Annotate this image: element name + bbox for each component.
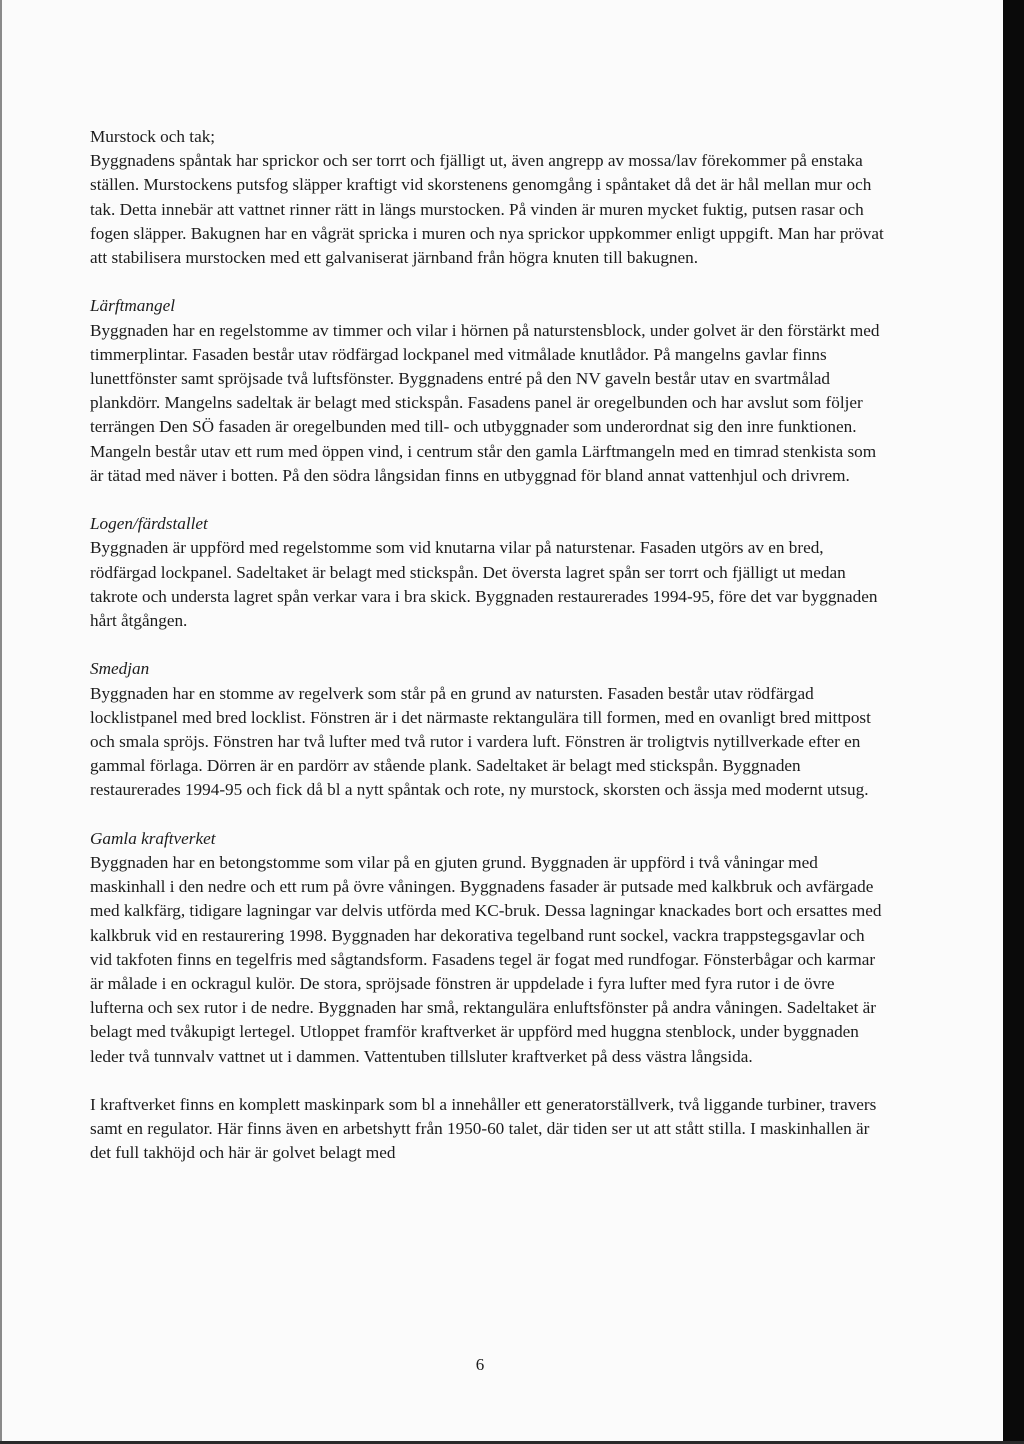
document-body [90,125,890,1190]
section-paragraph: I kraftverket finns en komplett maskinpark som bl a innehåller ett generatorställverk, två liggande turbiner, travers samt en regulator. Här finns även en arbetshytt från 1950-60 talet, där tiden ser ut att stått stilla. I maskinhallen är det full takhöjd och här är golvet belagt med [90,1095,877,1163]
section-gamla-kraftverket [90,827,890,1069]
section-smedjan [90,657,890,802]
section-paragraph: Byggnaden är uppförd med regelstomme som vid knutarna vilar på naturstenar. Fasaden utgörs av en bred, rödfärgad lockpanel. Sadeltaket är belagt med stickspån. Det översta lagret spån ser torrt och fjälligt ut medan takrote och understa lagret spån verkar vara i bra skick. Byggnaden restaurerades 1994-95, före det var byggnaden hårt åtgången. [90,538,878,631]
section-heading: Smedjan [90,659,150,679]
section-heading: Murstock och tak; [90,127,216,146]
section-paragraph: Byggnadens spåntak har sprickor och ser torrt och fjälligt ut, även angrepp av mossa/lav förekommer på enstaka ställen. Murstockens putsfog släpper kraftigt vid skorstenens genomgång i spåntaket då det är hål mellan mur och tak. Detta innebär att vattnet rinner rätt in längs murstocken. På vinden är muren mycket fuktig, putsen rasar och fogen släpper. Bakugnen har en vågrät spricka i muren och nya sprickor uppkommer enligt uppgift. Man har prövat att stabilisera murstocken med ett galvaniserat järnband från högra knuten till bakugnen. [90,151,884,268]
section-heading: Gamla kraftverket [90,828,216,848]
scan-right-edge [1003,0,1024,1444]
section-larftmangel [90,294,890,488]
scan-left-edge [0,0,2,1444]
page-number: 6 [475,1355,485,1374]
section-murstock [90,125,890,270]
section-heading: Lärftmangel [90,296,175,316]
section-heading: Logen/färdstallet [90,514,208,534]
section-paragraph: Byggnaden har en regelstomme av timmer och vilar i hörnen på naturstensblock, under golvet är den förstärkt med timmerplintar. Fasaden består utav rödfärgad lockpanel med vitmålade knutlådor. På mangelns gavlar finns lunettfönster samt spröjsade två luftsfönster. Byggnadens entré på den NV gaveln består utav en svartmålad plankdörr. Mangelns sadeltak är belagt med stickspån. Fasadens panel är oregelbunden och har avslut som följer terrängen Den SÖ fasaden är oregelbunden med till- och utbyggnader som underordnat sig den inre funktionen. Mangeln består utav ett rum med öppen vind, i centrum står den gamla Lärftmangeln med en timrad stenkista som är tätad med näver i botten. På den södra långsidan finns en utbyggnad för bland annat vattenhjul och drivrem. [90,320,880,485]
section-logen [90,512,890,633]
section-paragraph: Byggnaden har en stomme av regelverk som står på en grund av natursten. Fasaden består utav rödfärgad locklistpanel med bred locklist. Fönstren är i det närmaste rektangulära till formen, med en ovanligt bred mittpost och smala spröjs. Fönstren har två lufter med två rutor i vardera luft. Fönstren är troligtvis nytillverkade efter en gammal förlaga. Dörren är en pardörr av stående plank. Sadeltaket är belagt med stickspån. Byggnaden restaurerades 1994-95 och fick då bl a nytt spåntak och rote, ny murstock, skorsten och ässja med modernt utsug. [90,683,871,800]
section-paragraph: Byggnaden har en betongstomme som vilar på en gjuten grund. Byggnaden är uppförd i två våningar med maskinhall i den nedre och ett rum på övre våningen. Byggnadens fasader är putsade med kalkbruk och avfärgade med kalkfärg, tidigare lagningar var delvis utförda med KC-bruk. Dessa lagningar knackades bort och ersattes med kalkbruk vid en restaurering 1998. Byggnaden har dekorativa tegelband runt sockel, vackra trappstegsgavlar och vid takfoten finns en tegelfris med sågtandsform. Fasadens tegel är fogat med rundfogar. Fönsterbågar och karmar är målade i en ockragul kulör. De stora, spröjsade fönstren är uppdelade i fyra lufter med fyra rutor i de övre lufterna och sex rutor i de nedre. Byggnaden har små, rektangulära enluftsfönster på andra våningen. Sadeltaket är belagt med tvåkupigt lertegel. Utloppet framför kraftverket är uppförd med huggna stenblock, under byggnaden leder två tunnvalv vattnet ut i dammen. Vattentuben tillsluter kraftverket på dess västra långsida. [90,853,882,1066]
section-kraftverket-continued [90,1093,890,1166]
